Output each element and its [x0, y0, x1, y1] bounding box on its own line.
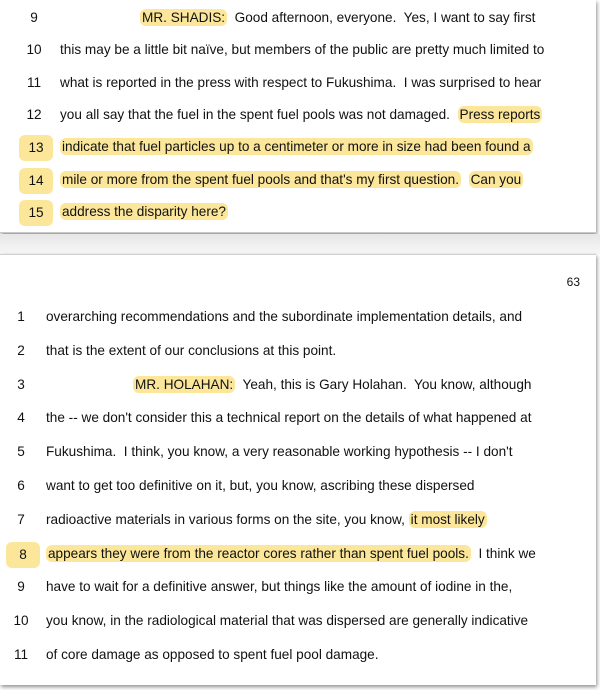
transcript-line	[0, 575, 596, 599]
line-text	[46, 508, 487, 532]
text-segment: want to get too definitive on it, but, you know, ascribing these dispersed	[46, 478, 475, 493]
line-text	[133, 373, 531, 397]
transcript-line	[0, 440, 596, 464]
line-text	[60, 38, 544, 62]
transcript-line	[0, 373, 596, 397]
transcript-line	[0, 38, 596, 62]
line-text	[46, 474, 474, 498]
page-number: 63	[566, 275, 580, 289]
highlighted-text: it most likely	[410, 511, 485, 527]
line-number: 7	[17, 511, 25, 527]
text-segment: have to wait for a definitive answer, but things like the amount of iodine in the,	[46, 579, 513, 595]
line-text	[60, 71, 541, 95]
highlighted-text: Press reports	[459, 106, 541, 122]
line-text	[46, 575, 512, 599]
transcript-page-bottom	[0, 254, 596, 685]
line-text	[46, 542, 536, 566]
transcript-line	[0, 406, 596, 430]
text-segment	[461, 172, 469, 187]
line-number: 3	[17, 376, 25, 392]
transcript-line	[0, 135, 596, 159]
line-text	[60, 168, 523, 192]
line-text	[46, 305, 522, 329]
highlighted-text: address the disparity here?	[62, 203, 226, 219]
line-number: 9	[30, 10, 38, 25]
page-gap	[0, 234, 600, 254]
line-number: 2	[17, 342, 25, 358]
transcript-line	[0, 508, 596, 532]
text-segment: the -- we don't consider this a technical report on the details of what happened at	[46, 410, 532, 426]
text-segment: this may be a little bit naïve, but members of the public are pretty much limited to	[60, 42, 545, 58]
text-segment: of core damage as opposed to spent fuel pool damage.	[46, 647, 379, 662]
transcript-line	[0, 168, 596, 192]
text-segment: radioactive materials in various forms on the site, you know,	[46, 511, 409, 527]
highlighted-text: Can you	[470, 171, 522, 187]
line-text	[60, 200, 228, 224]
text-segment: Fukushima. I think, you know, a very reasonable working hypothesis -- I don't	[46, 444, 513, 460]
transcript-line	[0, 474, 596, 498]
transcript-line	[0, 542, 596, 566]
line-text	[46, 440, 513, 464]
highlighted-text: appears they were from the reactor cores rather than spent fuel pools.	[48, 545, 469, 561]
line-number: 10	[13, 613, 29, 629]
text-segment: Yeah, this is Gary Holahan. You know, although	[235, 376, 532, 392]
line-number: 6	[17, 478, 25, 493]
line-text	[46, 406, 531, 430]
line-number: 1	[17, 309, 25, 324]
transcript-line	[0, 609, 596, 633]
transcript-line	[0, 339, 596, 363]
text-segment: overarching recommendations and the subordinate implementation details, and	[46, 309, 523, 324]
highlighted-text: mile or more from the spent fuel pools and that's my first question.	[62, 171, 459, 187]
line-text	[60, 135, 533, 159]
line-number: 5	[17, 444, 25, 460]
line-number: 13	[19, 135, 53, 161]
highlighted-text: MR. SHADIS:	[142, 10, 226, 25]
line-text	[60, 103, 542, 127]
text-segment: I think we	[470, 545, 536, 561]
transcript-line	[0, 643, 596, 667]
highlighted-text: indicate that fuel particles up to a centimeter or more in size had been found a	[62, 139, 531, 155]
line-number: 11	[13, 647, 29, 662]
text-segment: Good afternoon, everyone. Yes, I want to say first	[227, 10, 536, 25]
line-text	[140, 6, 535, 30]
line-number: 9	[17, 579, 25, 595]
highlighted-text: MR. HOLAHAN:	[135, 376, 234, 392]
line-number: 8	[6, 542, 40, 568]
line-number: 4	[17, 410, 25, 426]
transcript-line	[0, 305, 596, 329]
text-segment: what is reported in the press with respect to Fukushima. I was surprised to hear	[60, 74, 542, 90]
line-number: 14	[19, 168, 53, 194]
transcript-line	[0, 103, 596, 127]
line-number: 11	[26, 74, 42, 90]
text-segment: you all say that the fuel in the spent fuel pools was not damaged.	[60, 106, 458, 122]
transcript-page-top	[0, 0, 596, 233]
line-text	[46, 643, 379, 667]
line-number: 12	[26, 106, 42, 122]
line-text	[46, 609, 528, 633]
line-number: 15	[19, 200, 53, 226]
line-text	[46, 339, 336, 363]
transcript-line	[0, 71, 596, 95]
text-segment: you know, in the radiological material that was dispersed are generally indicative	[46, 613, 529, 629]
transcript-line	[0, 6, 596, 30]
line-number: 10	[26, 42, 42, 58]
transcript-line	[0, 200, 596, 224]
text-segment: that is the extent of our conclusions at this point.	[46, 342, 337, 358]
